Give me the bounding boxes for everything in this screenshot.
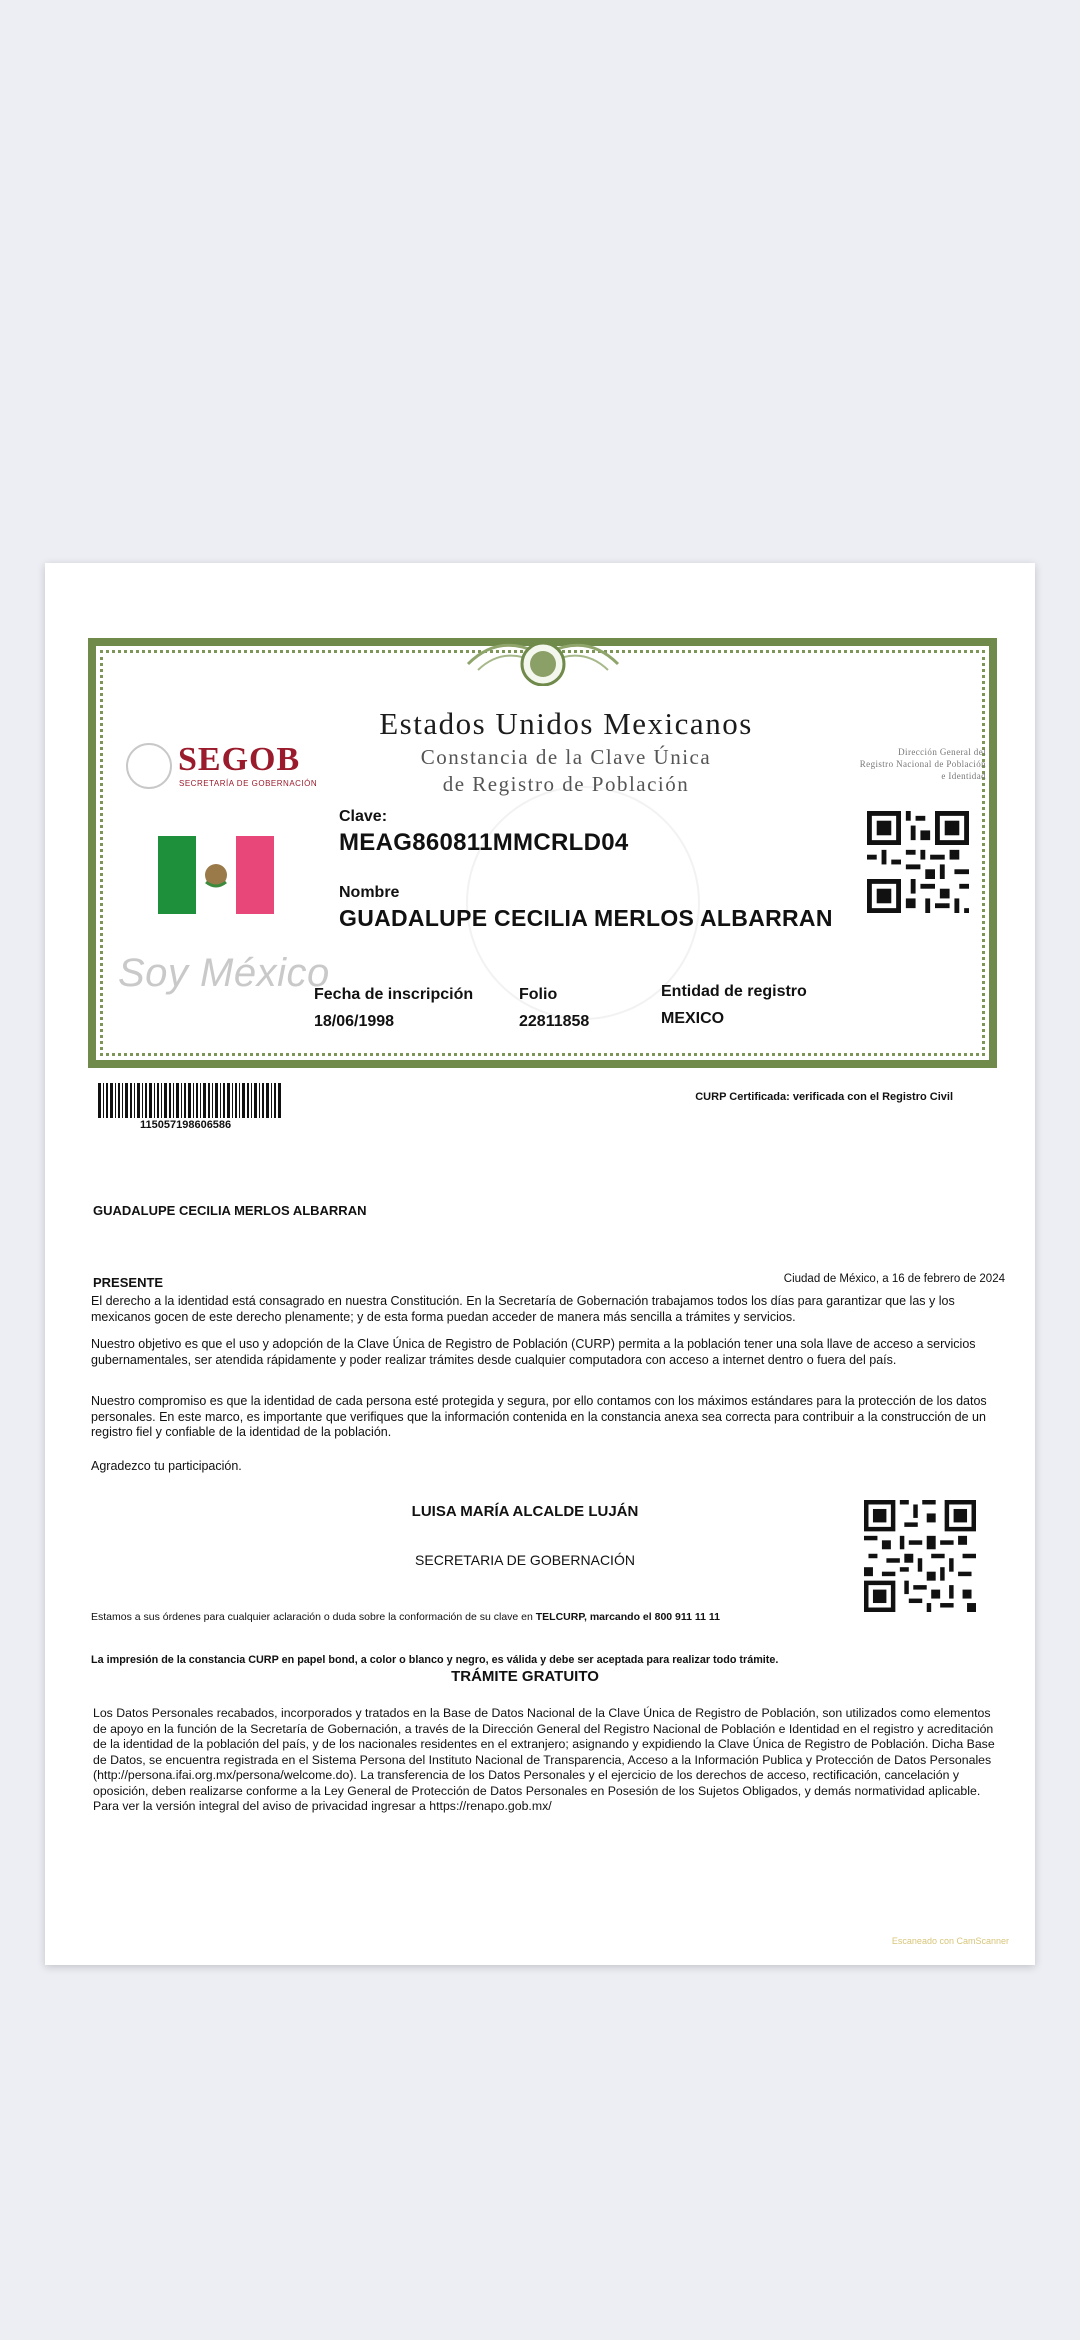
nombre-value: GUADALUPE CECILIA MERLOS ALBARRAN xyxy=(339,905,833,931)
agency-line-2: Registro Nacional de Población xyxy=(859,759,986,769)
subtitle-line-2: de Registro de Población xyxy=(442,772,690,796)
entidad-value: MEXICO xyxy=(661,1010,725,1027)
agency-name xyxy=(786,746,986,782)
entidad-label: Entidad de registro xyxy=(661,983,807,1000)
fecha-value: 18/06/1998 xyxy=(314,1013,395,1030)
eagle-emblem-icon xyxy=(458,634,628,686)
clave-label: Clave: xyxy=(339,808,388,825)
paragraph-3: Nuestro compromiso es que la identidad de cada persona esté protegida y segura, por ello contamos con los máximos estándares para la protección de los datos personales. En este marco, es importante que verifiques que la información contenida en la constancia anexa sea correcta para contribuir a la construcción de un registro fiel y confiable de la identidad de la población. xyxy=(91,1394,987,1439)
nombre-label: Nombre xyxy=(339,884,400,901)
thanks: Agradezco tu participación. xyxy=(91,1459,242,1473)
contact-text: Estamos a sus órdenes para cualquier aclaración o duda sobre la conformación de su clave en xyxy=(91,1611,536,1623)
mexican-flag-icon xyxy=(158,836,274,914)
folio-label: Folio xyxy=(519,986,558,1003)
contact-phone: TELCURP, marcando el 800 911 11 11 xyxy=(535,1611,721,1623)
paragraph-2: Nuestro objetivo es que el uso y adopción de la Clave Única de Registro de Población (CURP) permita a la población tener una sola llave de acceso a servicios gubernamentales, ser atendida rápidamente y poder realizar trámites desde cualquier computadora con acceso a internet dentro o fuera del país. xyxy=(91,1337,976,1367)
free-procedure: TRÁMITE GRATUITO xyxy=(451,1668,599,1685)
curp-certificate xyxy=(88,638,997,1068)
scanner-watermark: Escaneado con CamScanner xyxy=(891,1936,1009,1946)
seal-icon xyxy=(126,743,172,789)
qr-code-icon xyxy=(867,811,969,913)
subtitle-line-1: Constancia de la Clave Única xyxy=(420,745,712,769)
certificate-title: Estados Unidos Mexicanos xyxy=(379,706,753,741)
paragraph-1: El derecho a la identidad está consagrado en nuestra Constitución. En la Secretaría de Gobernación trabajamos todos los días para garantizar que las y los mexicanos gocen de este derecho plenamente; y de esta forma puedan acceder de manera más sencilla a trámites y servicios. xyxy=(91,1294,955,1324)
signer-title: SECRETARIA DE GOBERNACIÓN xyxy=(415,1552,635,1568)
barcode-icon xyxy=(98,1083,283,1118)
agency-line-1: Dirección General del xyxy=(898,747,986,757)
signer-name: LUISA MARÍA ALCALDE LUJÁN xyxy=(411,1503,639,1520)
segob-name: SEGOB xyxy=(178,741,301,778)
clave-value: MEAG860811MMCRLD04 xyxy=(339,829,629,856)
segob-logo xyxy=(126,741,326,791)
place-date: Ciudad de México, a 16 de febrero de 2024 xyxy=(783,1273,1005,1285)
print-notice: La impresión de la constancia CURP en papel bond, a color o blanco y negro, es válida y debe ser aceptada para realizar todo trámite. xyxy=(91,1654,779,1666)
scanned-page xyxy=(45,563,1035,1965)
segob-subtitle: SECRETARÍA DE GOBERNACIÓN xyxy=(179,779,318,788)
certificate-subtitle xyxy=(346,744,786,798)
soy-mexico-watermark: Soy México xyxy=(118,951,330,995)
barcode-number: 115057198606586 xyxy=(140,1119,232,1131)
addressee: GUADALUPE CECILIA MERLOS ALBARRAN xyxy=(93,1203,367,1218)
qr-code-signature-icon xyxy=(864,1500,976,1612)
curp-certified-note: CURP Certificada: verificada con el Registro Civil xyxy=(695,1091,953,1103)
privacy-notice: Los Datos Personales recabados, incorporados y tratados en la Base de Datos Nacional de la Clave Única de Registro de Población, son utilizados como elementos de apoyo en la función de la Secretaría de Gobernación, a través de la Dirección General del Registro Nacional de Población e Identidad en el registro y acreditación de la identidad de la población del país, y de los nacionales residentes en el extranjero; asignando y expidiendo la Clave Única de Registro de Población. Dicha Base de Datos, se encuentra registrada en el Sistema Persona del Instituto Nacional de Transparencia, Acceso a la Información Publica y Protección de Datos Personales (http://persona.ifai.org.mx/persona/welcome.do). La transferencia de los Datos Personales y el ejercicio de los derechos de acceso, rectificación, cancelación y oposición, deben realizarse conforme a la Ley General de Protección de Datos Personales en Posesión de los Sujetos Obligados, y demás normatividad aplicable. Para ver la versión integral del aviso de privacidad ingresar a https://renapo.gob.mx/ xyxy=(93,1706,995,1813)
fecha-label: Fecha de inscripción xyxy=(314,986,474,1003)
contact-line xyxy=(91,1610,720,1626)
presente: PRESENTE xyxy=(93,1275,164,1290)
agency-line-3: e Identidad xyxy=(941,771,986,781)
folio-value: 22811858 xyxy=(519,1013,590,1030)
